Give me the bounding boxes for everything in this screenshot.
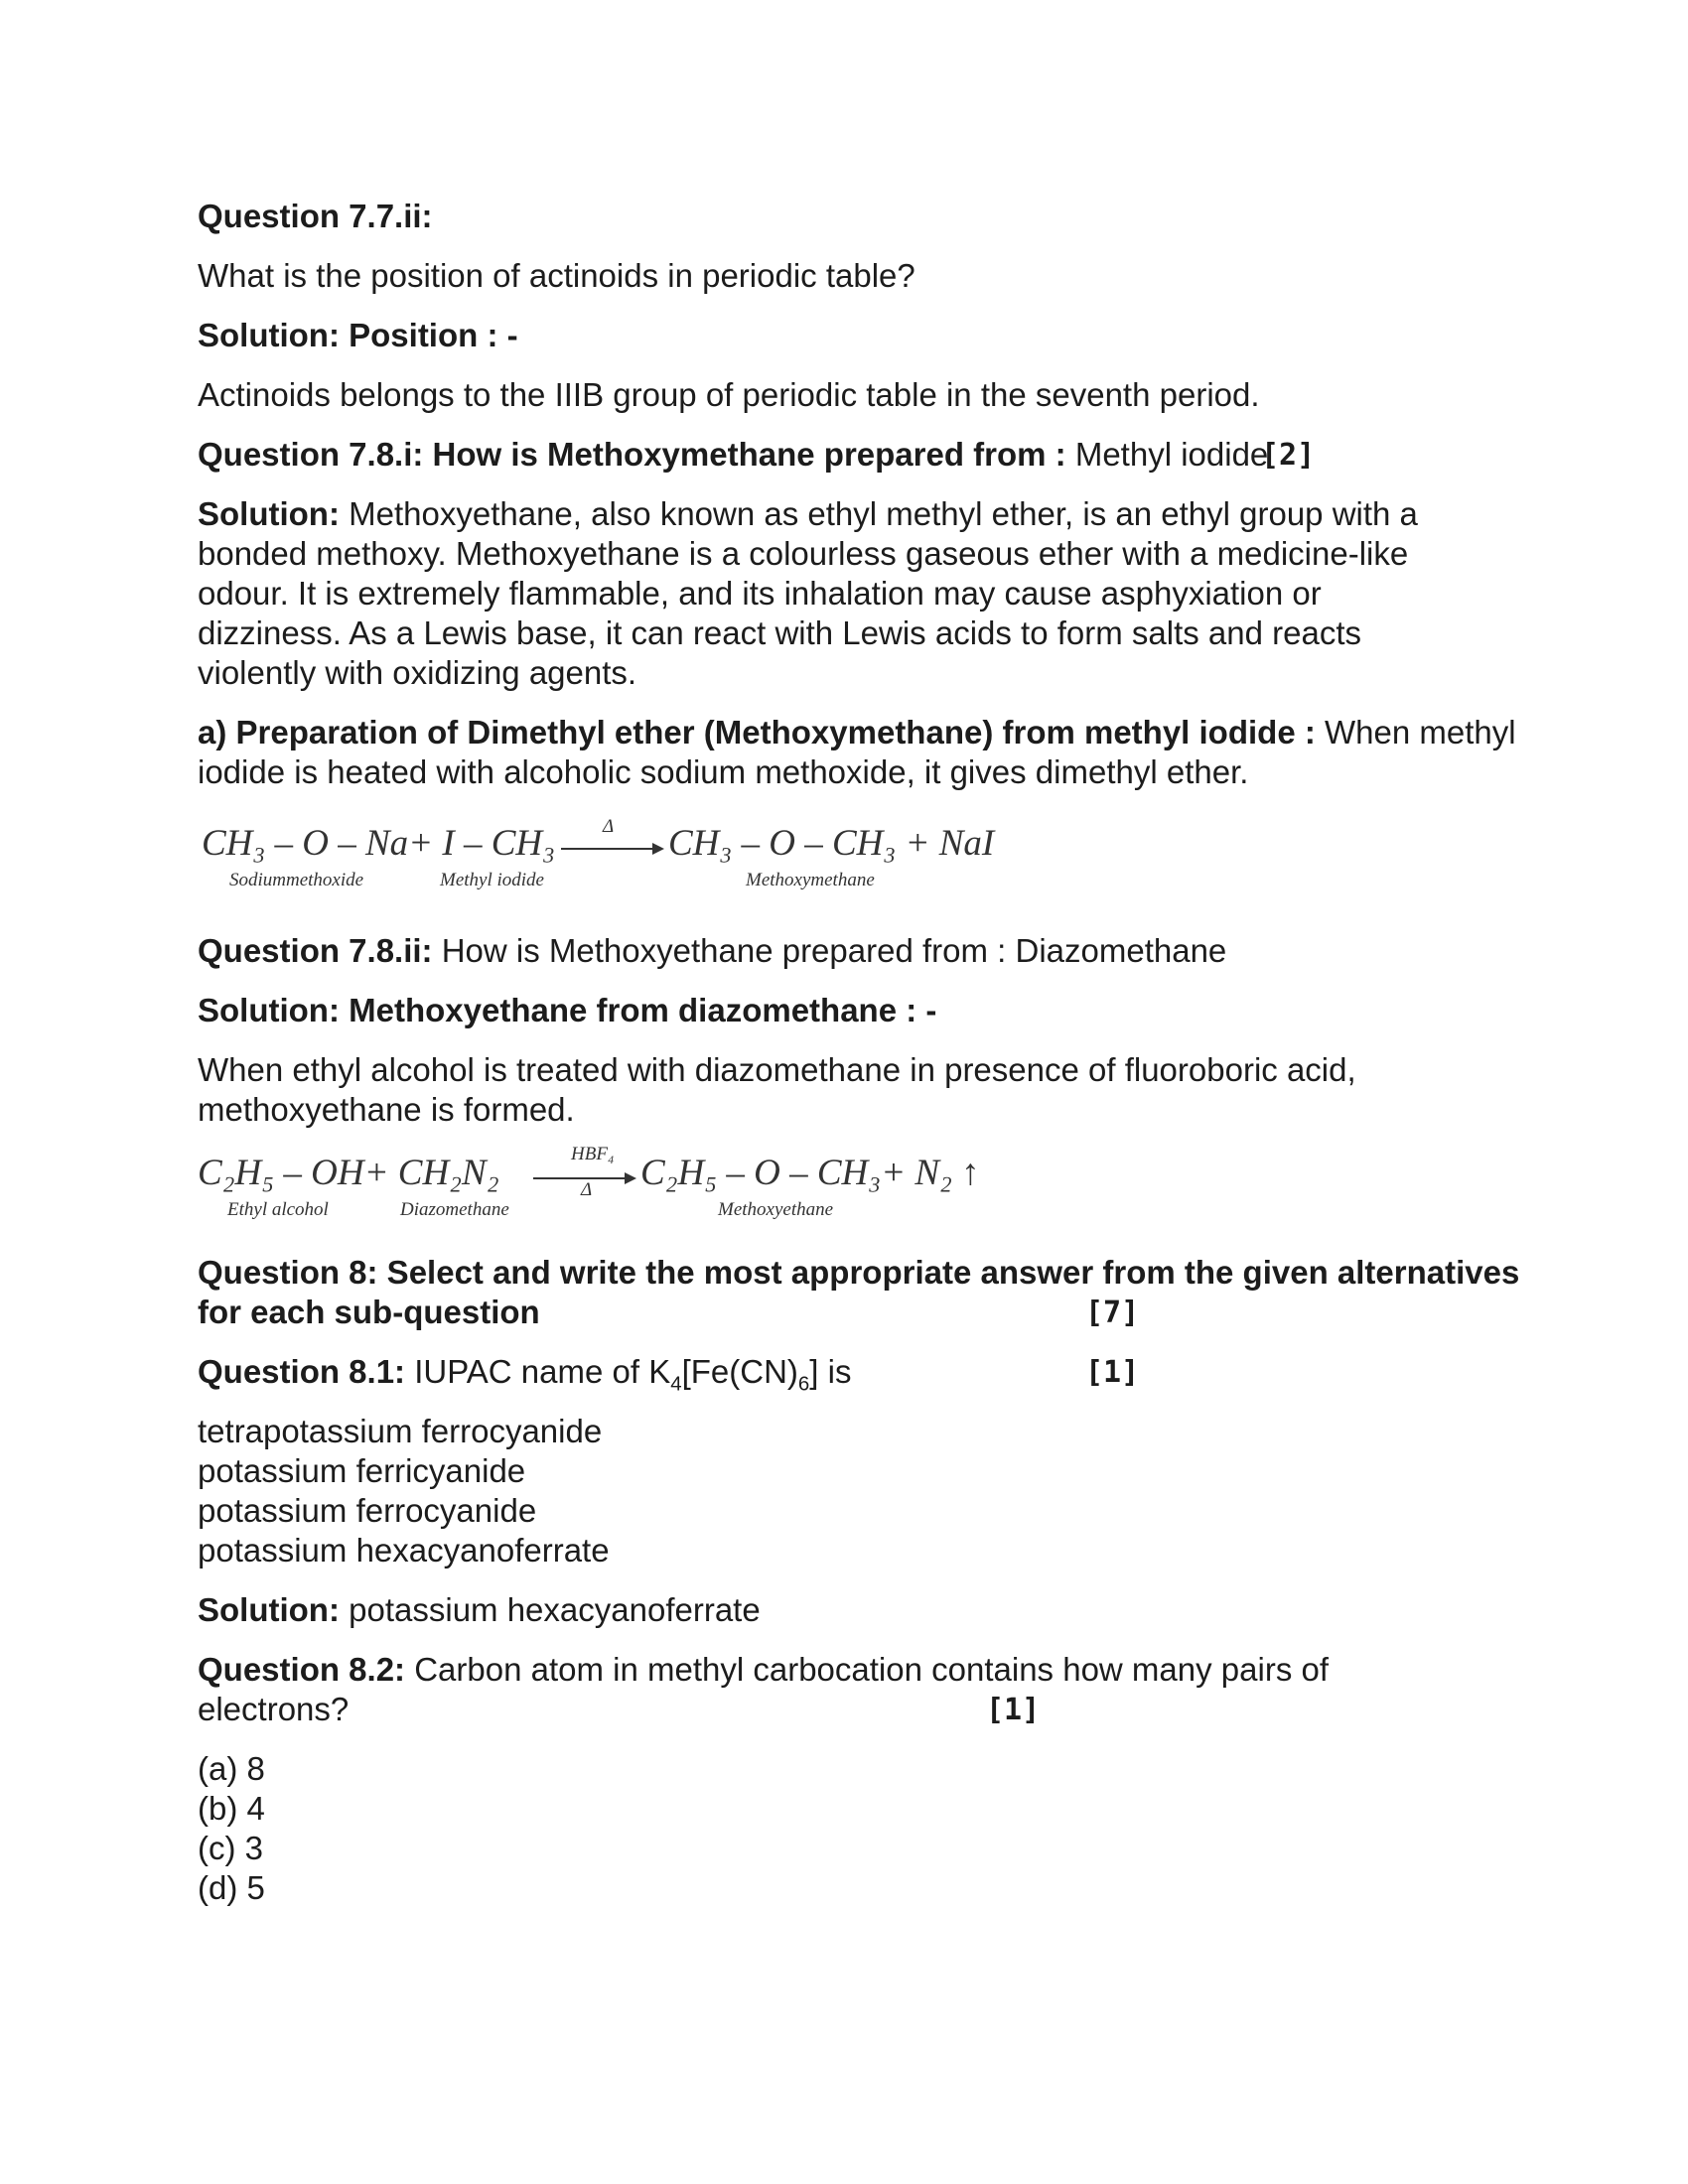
q78i-solution-label: Solution: xyxy=(198,495,340,532)
q82-option-b: (b) 4 xyxy=(198,1790,265,1827)
q81-option-1: tetrapotassium ferrocyanide xyxy=(198,1413,603,1449)
q82-option-c: (c) 3 xyxy=(198,1830,263,1866)
q78i-prep-text-1: When methyl xyxy=(1315,714,1516,751)
q82-question-line-1 xyxy=(198,1650,1329,1690)
eq1-rhs: CH₃ – O – CH₃ + NaI xyxy=(668,823,995,864)
q77ii-heading: Question 7.7.ii: xyxy=(198,198,433,234)
q78ii-heading-line xyxy=(198,931,1226,971)
q78i-solution-line-4: dizziness. As a Lewis base, it can react with Lewis acids to form salts and reacts xyxy=(198,614,1362,651)
q78i-solution-line-1 xyxy=(198,494,1418,534)
q81-question-post: ] is xyxy=(809,1353,852,1390)
q78ii-question: How is Methoxyethane prepared from : Diazomethane xyxy=(432,932,1227,969)
q77ii-solution-heading: Solution: Position : - xyxy=(198,317,518,353)
q78i-topic: Methyl iodide xyxy=(1065,436,1269,473)
reaction-arrow-icon xyxy=(561,842,664,856)
q82-option-a: (a) 8 xyxy=(198,1750,265,1787)
q81-option-3: potassium ferrocyanide xyxy=(198,1492,537,1529)
q81-solution-label: Solution: xyxy=(198,1591,340,1628)
q77ii-solution-text: Actinoids belongs to the IIIB group of periodic table in the seventh period. xyxy=(198,376,1260,413)
q82-heading: Question 8.2: xyxy=(198,1651,406,1688)
eq2-label-methoxyethane: Methoxyethane xyxy=(718,1199,834,1220)
eq2-condition-bottom: Δ xyxy=(581,1179,593,1200)
q81-subscript-4: 4 xyxy=(670,1372,682,1396)
q78i-heading: Question 7.8.i: How is Methoxymethane prepared from : xyxy=(198,436,1066,473)
q78ii-solution-line-1: When ethyl alcohol is treated with diazomethane in presence of fluoroboric acid, xyxy=(198,1051,1356,1088)
q82-marks: [1] xyxy=(986,1693,1041,1727)
eq1-condition: Δ xyxy=(603,816,615,837)
q78i-prep-line-1 xyxy=(198,713,1516,752)
q81-solution-line xyxy=(198,1590,761,1630)
q81-question-line xyxy=(198,1352,851,1405)
eq2-condition-top: HBF₄ xyxy=(571,1144,615,1164)
q78ii-solution-line-2: methoxyethane is formed. xyxy=(198,1091,575,1128)
q78i-solution-line-2: bonded methoxy. Methoxyethane is a colourless gaseous ether with a medicine-like xyxy=(198,535,1409,572)
q78ii-heading: Question 7.8.ii: xyxy=(198,932,433,969)
q8-marks: [7] xyxy=(1085,1296,1140,1330)
eq2-label-diazomethane: Diazomethane xyxy=(400,1199,509,1220)
eq1-lhs: CH₃ – O – Na+ I – CH₃ xyxy=(202,823,555,864)
q82-question-line-2: electrons? xyxy=(198,1691,350,1727)
q81-heading: Question 8.1: xyxy=(198,1353,406,1390)
eq1-label-methyl-iodide: Methyl iodide xyxy=(440,870,544,890)
q81-subscript-6: 6 xyxy=(797,1372,810,1396)
q81-question-mid: [Fe(CN) xyxy=(681,1353,798,1390)
q78i-solution-text-1: Methoxyethane, also known as ethyl methyl ether, is an ethyl group with a xyxy=(339,495,1418,532)
q78i-solution-line-5: violently with oxidizing agents. xyxy=(198,654,637,691)
q77ii-question: What is the position of actinoids in periodic table? xyxy=(198,257,915,294)
equation-methoxymethane xyxy=(202,816,996,901)
q8-heading-line-2: for each sub-question xyxy=(198,1294,540,1330)
q78i-solution-line-3: odour. It is extremely flammable, and its inhalation may cause asphyxiation or xyxy=(198,575,1322,612)
q78i-marks: [2] xyxy=(1261,438,1316,473)
eq1-label-methoxymethane: Methoxymethane xyxy=(746,870,875,890)
q78i-prep-line-2: iodide is heated with alcoholic sodium methoxide, it gives dimethyl ether. xyxy=(198,753,1249,790)
q81-option-4: potassium hexacyanoferrate xyxy=(198,1532,610,1569)
q8-heading-line-1: Question 8: Select and write the most appropriate answer from the given alternatives xyxy=(198,1254,1520,1291)
q81-question-pre: IUPAC name of K xyxy=(405,1353,671,1390)
q81-solution-text: potassium hexacyanoferrate xyxy=(339,1591,761,1628)
eq2-lhs: C₂H₅ – OH+ CH₂N₂ xyxy=(198,1153,499,1193)
eq1-label-sodium-methoxide: Sodiummethoxide xyxy=(229,870,364,890)
q78ii-solution-heading: Solution: Methoxyethane from diazomethane : - xyxy=(198,992,937,1028)
eq2-label-ethyl-alcohol: Ethyl alcohol xyxy=(227,1199,329,1220)
q82-option-d: (d) 5 xyxy=(198,1869,265,1906)
eq2-rhs: C₂H₅ – O – CH₃+ N₂ ↑ xyxy=(640,1153,980,1193)
q82-question-1: Carbon atom in methyl carbocation contains how many pairs of xyxy=(405,1651,1330,1688)
q78i-heading-line xyxy=(198,435,1268,475)
q81-option-2: potassium ferricyanide xyxy=(198,1452,526,1489)
q78i-prep-heading: a) Preparation of Dimethyl ether (Methoxymethane) from methyl iodide : xyxy=(198,714,1316,751)
equation-methoxyethane xyxy=(198,1144,1042,1231)
q81-marks: [1] xyxy=(1085,1355,1140,1390)
